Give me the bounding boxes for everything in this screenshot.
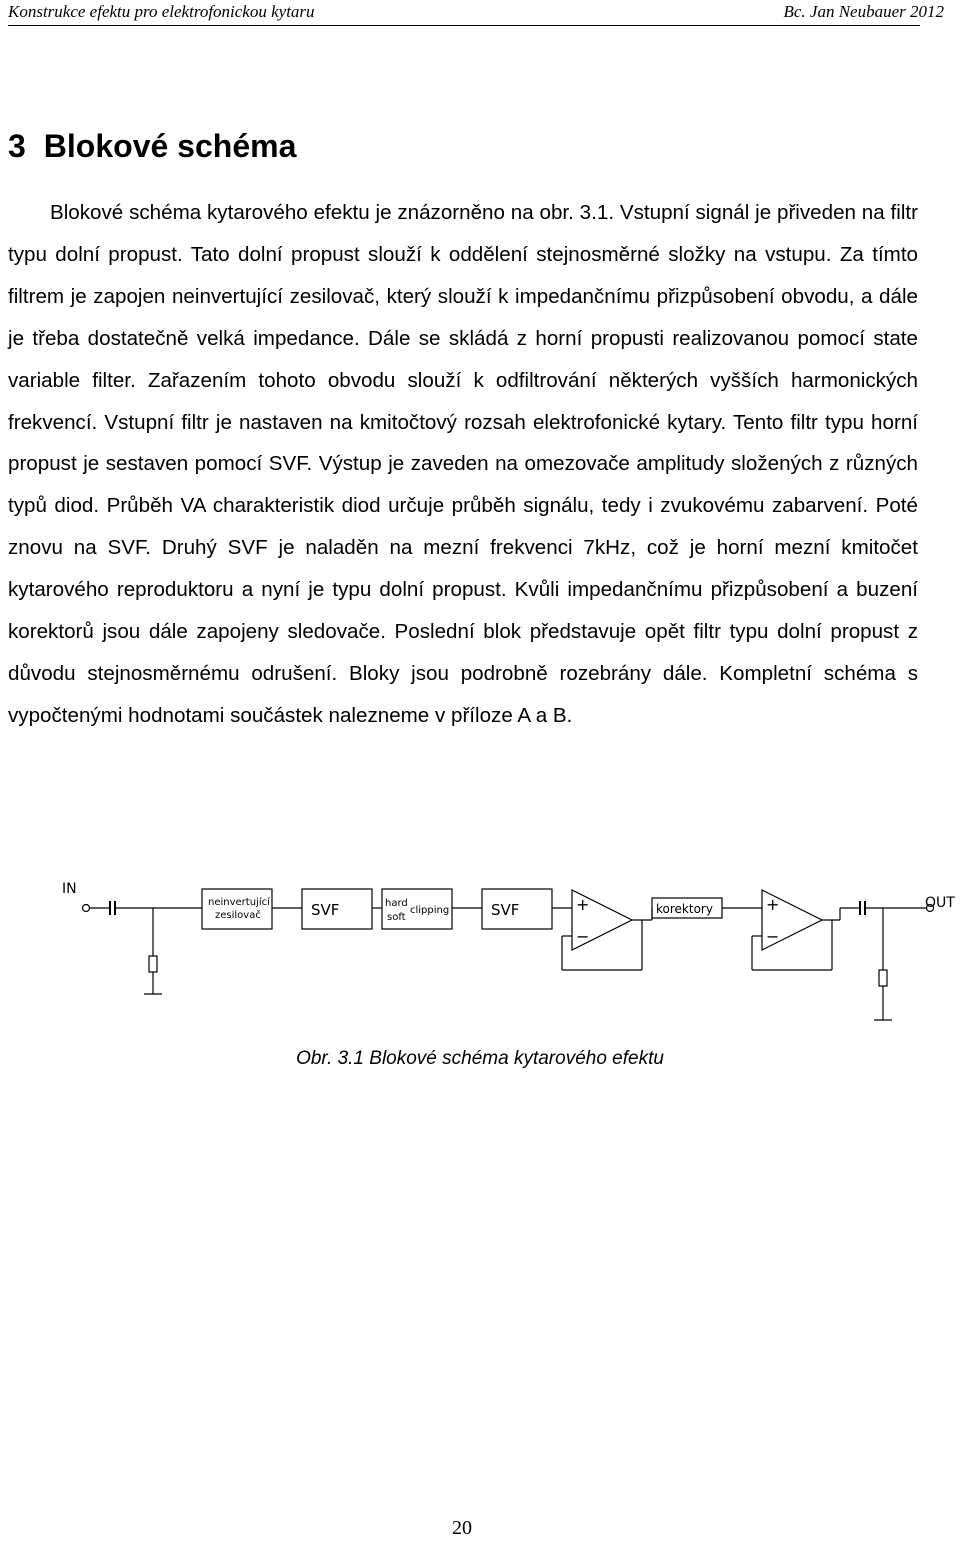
section-number: 3 bbox=[8, 128, 26, 164]
follower1-plus: + bbox=[576, 895, 590, 914]
follower2-plus: + bbox=[766, 895, 780, 914]
block1-line2: zesilovač bbox=[215, 910, 261, 921]
input-terminal bbox=[83, 905, 90, 912]
svf1-label: SVF bbox=[311, 901, 340, 919]
noninverting-amp-block bbox=[202, 889, 272, 929]
out-label: OUT bbox=[925, 895, 955, 911]
figure-caption: Obr. 3.1 Blokové schéma kytarového efektu bbox=[296, 1048, 664, 1069]
korektory-label: korektory bbox=[656, 902, 713, 916]
header-rule bbox=[8, 25, 920, 26]
block1-line1: neinvertující bbox=[208, 897, 270, 908]
page-number: 20 bbox=[452, 1517, 472, 1539]
section-heading bbox=[8, 128, 296, 165]
clip-label: clipping bbox=[410, 905, 450, 916]
follower1-minus: − bbox=[576, 927, 590, 946]
block-diagram-svg bbox=[40, 858, 955, 1038]
input-resistor bbox=[149, 956, 157, 972]
block-diagram bbox=[40, 858, 955, 1038]
header-author: Bc. Jan Neubauer 2012 bbox=[783, 2, 944, 21]
section-title: Blokové schéma bbox=[43, 128, 297, 164]
in-label: IN bbox=[62, 881, 77, 897]
header-title: Konstrukce efektu pro elektrofonickou kytaru bbox=[8, 2, 315, 21]
clip-hard-label: hard bbox=[385, 898, 408, 909]
svf2-label: SVF bbox=[491, 901, 520, 919]
page-header bbox=[0, 0, 960, 28]
body-paragraph: Blokové schéma kytarového efektu je znázorněno na obr. 3.1. Vstupní signál je přiveden na filtr typu dolní propust. Tato dolní propust slouží k oddělení stejnosměrné složky na vstupu. Za tímto filtrem je zapojen neinvertující zesilovač, který slouží k impedančnímu přizpůsobení obvodu, a dále je třeba dostatečně velká impedance. Dále se skládá z horní propusti realizovanou pomocí state variable filter. Zařazením tohoto obvodu slouží k odfiltrování některých vyšších harmonických frekvencí. Vstupní filtr je nastaven na kmitočtový rozsah elektrofonické kytary. Tento filtr typu horní propust je sestaven pomocí SVF. Výstup je zaveden na omezovače amplitudy složených z různých typů diod. Průběh VA charakteristik diod určuje průběh signálu, tedy i zvukovému zabarvení. Poté znovu na SVF. Druhý SVF je naladěn na mezní frekvenci 7kHz, což je horní mezní kmitočet kytarového reproduktoru a nyní je typu dolní propust. Kvůli impedančnímu přizpůsobení a buzení korektorů jsou dále zapojeny sledovače. Poslední blok představuje opět filtr typu dolní propust z důvodu stejnosměrnému odrušení. Bloky jsou podrobně rozebrány dále. Kompletní schéma s vypočtenými hodnotami součástek nalezneme v příloze A a B. bbox=[8, 201, 918, 727]
follower2-minus: − bbox=[766, 927, 780, 946]
clip-soft-label: soft bbox=[387, 912, 406, 923]
output-resistor bbox=[879, 970, 887, 986]
